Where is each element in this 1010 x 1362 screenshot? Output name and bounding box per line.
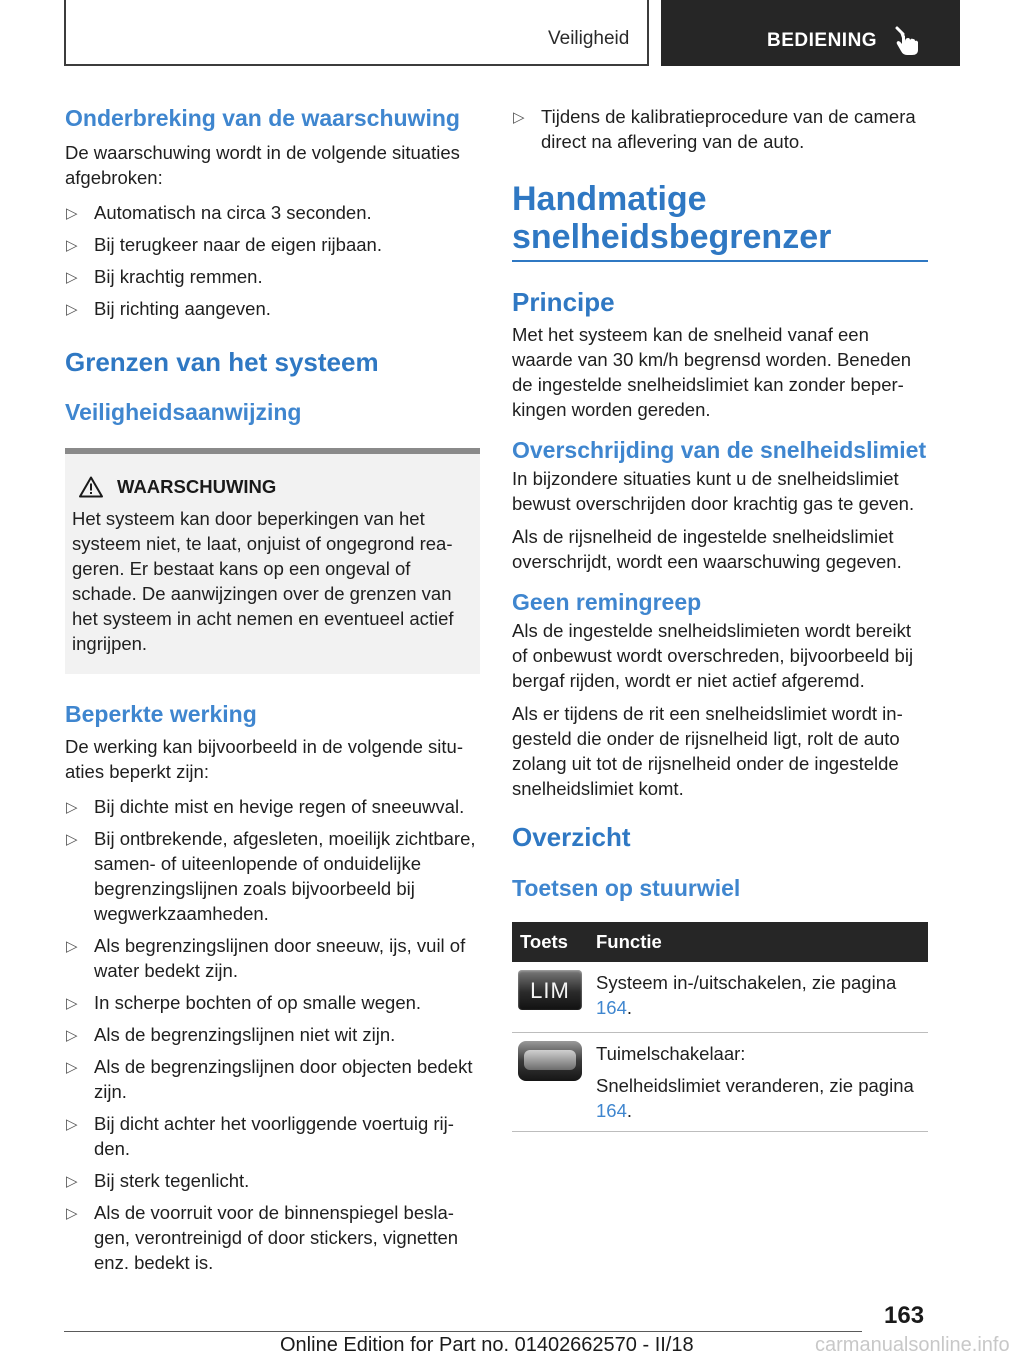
list-item: ▷ Bij richting aangeven.	[65, 296, 480, 321]
heading-interrupt: Onderbreking van de waarschuwing	[65, 105, 460, 131]
triangle-bullet-icon: ▷	[66, 1059, 78, 1076]
key-cell	[512, 962, 590, 1033]
watermark: carmanualsonline.info	[815, 1334, 1010, 1356]
para-nobrake-2: Als er tijdens de rit een snelheidslimiet wordt ingesteld die onder de rijsnelheid ligt, rolt de auto zolang uit tot de rijsnelheid onder de ingestelde snelheidslimiet komt.	[512, 703, 903, 799]
list-item: ▷ Bij dichte mist en hevige regen of sneeuwval.	[65, 794, 480, 819]
function-cell: Tuimelschakelaar: Snelheidslimiet veranderen, zie pagina 164.	[590, 1033, 928, 1132]
function-cell: Systeem in-/uitschakelen, zie pagina 164.	[590, 962, 928, 1033]
lim-button-icon: LIM	[518, 970, 582, 1010]
triangle-bullet-icon: ▷	[66, 831, 78, 848]
warning-title: WAARSCHUWING	[79, 476, 472, 498]
para-nobrake-1: Als de ingestelde snelheidslimieten wordt bereikt of onbewust wordt overschreden, bijvoorbeeld bij bergaf rijden, wordt er niet actief afgeremd.	[512, 620, 914, 691]
triangle-bullet-icon: ▷	[513, 109, 525, 126]
list-item: ▷ Als de begrenzingslijnen door objecten bedekt zijn.	[66, 1056, 473, 1102]
page-link[interactable]: 164	[596, 997, 627, 1018]
heading-principle: Principe	[512, 287, 615, 317]
para-exceed-1: In bijzondere situaties kunt u de snelheidslimiet bewust overschrijden door krachtig gas te geven.	[512, 468, 915, 514]
col-header-key: Toets	[512, 922, 590, 962]
triangle-bullet-icon: ▷	[66, 205, 78, 222]
footer-divider	[64, 1331, 862, 1332]
right-column	[512, 100, 928, 1132]
page-link[interactable]: 164	[596, 1100, 627, 1121]
key-cell	[512, 1033, 590, 1132]
list-item: ▷ Als de begrenzingslijnen niet wit zijn.	[65, 1022, 480, 1047]
para-principle: Met het systeem kan de snelheid vanaf een waarde van 30 km/h begrensd worden. Beneden de ingestelde snelheidslimiet kan zonder beperkingen worden gereden.	[512, 324, 912, 420]
heading-buttons: Toetsen op stuurwiel	[512, 875, 741, 901]
triangle-bullet-icon: ▷	[66, 301, 78, 318]
footer-edition: Online Edition for Part no. 01402662570 - II/18	[280, 1334, 694, 1356]
list-item: ▷ Als begrenzingslijnen door sneeuw, ijs, vuil of water bedekt zijn.	[66, 935, 466, 981]
warning-text: Het systeem kan door beperkingen van het systeem niet, te laat, onjuist of ongegrond reageren. Er bestaat kans op een ongeval of schade. De aanwijzingen over de grenzen van het systeem in acht nemen en eventueel actief ingrijpen.	[72, 508, 454, 654]
heading-limits: Grenzen van het systeem	[65, 347, 379, 377]
triangle-bullet-icon: ▷	[66, 269, 78, 286]
heading-limited: Beperkte werking	[65, 701, 257, 727]
list-item: ▷ Bij sterk tegenlicht.	[65, 1168, 480, 1193]
section-tab[interactable]: Veiligheid	[548, 28, 630, 49]
list-item: ▷ Bij ontbrekende, afgesleten, moeilijk zichtbare, samen- of uiteenlopende of onduidelijke begrenzingslijnen zoals bijvoorbeeld bij wegwerkzaamheden.	[66, 828, 476, 924]
list-item: ▷ Bij dicht achter het voorliggende voertuig rijden.	[66, 1113, 454, 1159]
heading-overview: Overzicht	[512, 822, 631, 852]
left-column	[65, 100, 480, 1275]
para-limited: De werking kan bijvoorbeeld in de volgende situaties beperkt zijn:	[65, 736, 463, 782]
list-item: ▷ Tijdens de kalibratieprocedure van de camera direct na aflevering van de auto.	[513, 106, 916, 152]
heading-safety: Veiligheidsaanwijzing	[65, 399, 302, 425]
table-header-row	[512, 922, 928, 962]
warning-triangle-icon	[79, 476, 103, 498]
chapter-tab[interactable]	[661, 0, 960, 66]
buttons-table	[512, 922, 928, 1132]
triangle-bullet-icon: ▷	[66, 995, 78, 1012]
table-row	[512, 1033, 928, 1132]
interrupt-list	[65, 200, 480, 321]
col-header-function: Functie	[590, 922, 928, 962]
triangle-bullet-icon: ▷	[66, 1116, 78, 1133]
heading-main: Handmatige snelheidsbegrenzer	[512, 180, 928, 262]
triangle-bullet-icon: ▷	[66, 799, 78, 816]
para-interrupt: De waarschuwing wordt in de volgende situaties afgebroken:	[65, 142, 460, 188]
rocker-switch-icon	[518, 1041, 582, 1081]
list-item: ▷ Als de voorruit voor de binnenspiegel beslagen, verontreinigd of door stickers, vignetten enz. bedekt is.	[66, 1202, 459, 1273]
triangle-bullet-icon: ▷	[66, 1173, 78, 1190]
heading-nobrake: Geen remingreep	[512, 589, 702, 615]
chapter-tab-label: BEDIENING	[767, 30, 878, 51]
list-item: ▷ In scherpe bochten of op smalle wegen.	[65, 990, 480, 1015]
list-item: ▷ Bij terugkeer naar de eigen rijbaan.	[65, 232, 480, 257]
hand-pointer-icon	[895, 26, 921, 56]
warning-box	[65, 448, 480, 674]
page-number: 163	[884, 1302, 925, 1329]
list-item: ▷ Bij krachtig remmen.	[65, 264, 480, 289]
triangle-bullet-icon: ▷	[66, 1205, 78, 1222]
limited-list	[65, 794, 480, 1275]
heading-exceed: Overschrijding van de snelheidslimiet	[512, 437, 927, 463]
triangle-bullet-icon: ▷	[66, 1027, 78, 1044]
table-row	[512, 962, 928, 1033]
list-item: ▷ Automatisch na circa 3 seconden.	[65, 200, 480, 225]
para-exceed-2: Als de rijsnelheid de ingestelde snelheidslimiet overschrijdt, wordt een waarschuwing gegeven.	[512, 526, 902, 572]
triangle-bullet-icon: ▷	[66, 237, 78, 254]
triangle-bullet-icon: ▷	[66, 938, 78, 955]
